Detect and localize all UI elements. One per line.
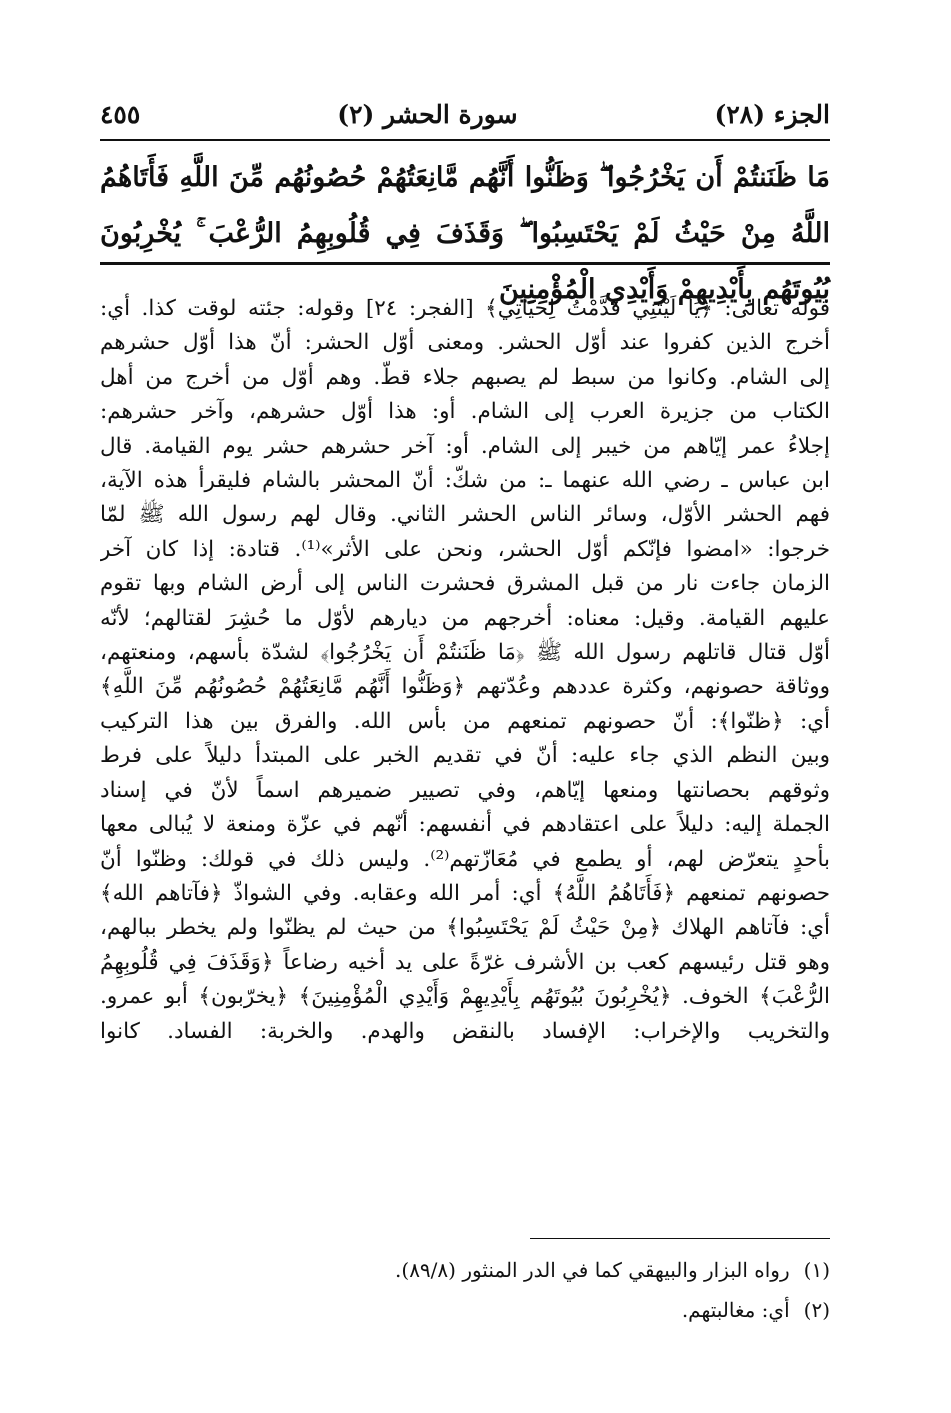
verse-divider bbox=[100, 262, 830, 265]
text-line: الكتاب من جزيرة العرب إلى الشام. أو: هذا أوّل حشرهم، وآخر حشرهم: bbox=[100, 399, 830, 425]
text-line: الرُّعْبَ﴾ الخوف. ﴿يُخْرِبُونَ بُيُوتَهُم بِأَيْدِيهِمْ وَأَيْدِي الْمُؤْمِنِينَ﴾ ﴿يخرّبون﴾ أبو عمرو. bbox=[100, 984, 830, 1010]
page-number: ٤٥٥ bbox=[100, 99, 141, 129]
text-line: ووثاقة حصونهم، وكثرة عددهم وعُدّتهم ﴿وَظَنُّوا أَنَّهُم مَّانِعَتُهُمْ حُصُونُهُم مِّنَ اللَّهِ﴾ bbox=[100, 674, 830, 700]
text-line: أوّل قتال قاتلهم رسول الله ﷺ ﴿مَا ظَنَنتُمْ أَن يَخْرُجُوا﴾ لشدّة بأسهم، ومنعتهم، bbox=[100, 640, 830, 666]
text-line: الجملة إليه: دليلاً على اعتقادهم في أنفسهم: أنّهم في عزّة ومنعة لا يُبالى معها bbox=[100, 812, 830, 838]
text-line: ابن عباس ـ رضي الله عنهما ـ: من شكّ: أنّ المحشر بالشام فليقرأ هذه الآية، bbox=[100, 468, 830, 494]
text-line: وثوقهم بحصانتها ومنعها إيّاهم، وفي تصيير ضميرهم اسماً لأنّ في إسناد bbox=[100, 777, 830, 803]
footnote-divider bbox=[530, 1238, 830, 1239]
footnote-text: أي: مغالبتهم. bbox=[681, 1298, 790, 1322]
text-line: وبين النظم الذي جاء عليه: أنّ في تقديم الخبر على المبتدأ دليلاً على فرط bbox=[100, 743, 830, 769]
running-header bbox=[100, 94, 830, 134]
text-line: أي: فآتاهم الهلاك ﴿مِنْ حَيْثُ لَمْ يَحْتَسِبُوا﴾ من حيث لم يظنّوا ولم يخطر ببالهم، bbox=[100, 915, 830, 941]
text-line: عليهم القيامة. وقيل: معناه: أخرجهم من ديارهم لأوّل ما حُشِرَ لقتالهم؛ لأنّه bbox=[100, 605, 830, 631]
text-line: وهو قتل رئيسهم كعب بن الأشرف غرّةً على يد أخيه رضاعاً ﴿وَقَذَفَ فِي قُلُوبِهِمُ bbox=[100, 949, 830, 975]
footnote-2 bbox=[100, 1290, 830, 1330]
text-line: أي: ﴿ظنّوا﴾: أنّ حصونهم تمنعهم من بأس الله. والفرق بين هذا التركيب bbox=[100, 708, 830, 734]
text-line: إجلاءُ عمر إيّاهم من خيبر إلى الشام. أو: آخر حشرهم حشر يوم القيامة. قال bbox=[100, 433, 830, 459]
commentary-text bbox=[100, 292, 830, 1222]
footnote-text: رواه البزار والبيهقي كما في الدر المنثور (٨٩/٨). bbox=[395, 1258, 790, 1282]
text-line: والتخريب والإخراب: الإفساد بالنقض والهدم. والخربة: الفساد. كانوا bbox=[100, 1018, 830, 1044]
text-line: حصونهم تمنعهم ﴿فَأَتَاهُمُ اللَّهُ﴾ أي: أمر الله وعقابه. وفي الشواذّ ﴿فآتاهم الله﴾ bbox=[100, 880, 830, 906]
quran-verse: مَا ظَنَنتُمْ أَن يَخْرُجُوا ۖ وَظَنُّوا أَنَّهُم مَّانِعَتُهُمْ حُصُونُهُم مِّنَ اللَّهِ فَأَتَاهُمُ اللَّهُ مِنْ حَيْثُ لَمْ يَحْتَسِبُوا ۖ وَقَذَفَ فِي قُلُوبِهِمُ الرُّعْبَ ۚ يُخْرِبُونَ بُيُوتَهُم بِأَيْدِيهِمْ وَأَيْدِي الْمُؤْمِنِينَ bbox=[100, 162, 830, 305]
text-line: بأحدٍ يتعرّض لهم، أو يطمع في مُعَازّتهم⁽²⁾. وليس ذلك في قولك: وظنّوا أنّ bbox=[100, 846, 830, 872]
surah-title: سورة الحشر (٢) bbox=[337, 99, 518, 129]
part-label: الجزء (٢٨) bbox=[714, 99, 830, 129]
footnote-number: (١) bbox=[803, 1258, 830, 1282]
text-line: أخرج الذين كفروا عند أوّل الحشر. ومعنى أوّل الحشر: أنّ هذا أوّل حشرهم bbox=[100, 330, 830, 356]
footnote-number: (٢) bbox=[803, 1298, 830, 1322]
text-line: إلى الشام. وكانوا من سبط لم يصبهم جلاء قطّ. وهم أوّل من أخرج من أهل bbox=[100, 364, 830, 390]
text-line: قوله تعالى: ﴿يَا لَيْتَنِي قَدَّمْتُ لِحَيَاتِي﴾ [الفجر: ٢٤] وقوله: جئته لوقت كذا. أي: bbox=[100, 296, 830, 321]
header-divider bbox=[100, 139, 830, 141]
text-line: خرجوا: «امضوا فإنّكم أوّل الحشر، ونحن على الأثر»⁽¹⁾. قتادة: إذا كان آخر bbox=[100, 536, 830, 562]
footnote-1 bbox=[100, 1250, 830, 1290]
footnotes bbox=[100, 1250, 830, 1330]
text-line: الزمان جاءت نار من قبل المشرق فحشرت الناس إلى أرض الشام وبها تقوم bbox=[100, 571, 830, 597]
text-line: فهم الحشر الأوّل، وسائر الناس الحشر الثاني. وقال لهم رسول الله ﷺ لمّا bbox=[100, 502, 830, 528]
